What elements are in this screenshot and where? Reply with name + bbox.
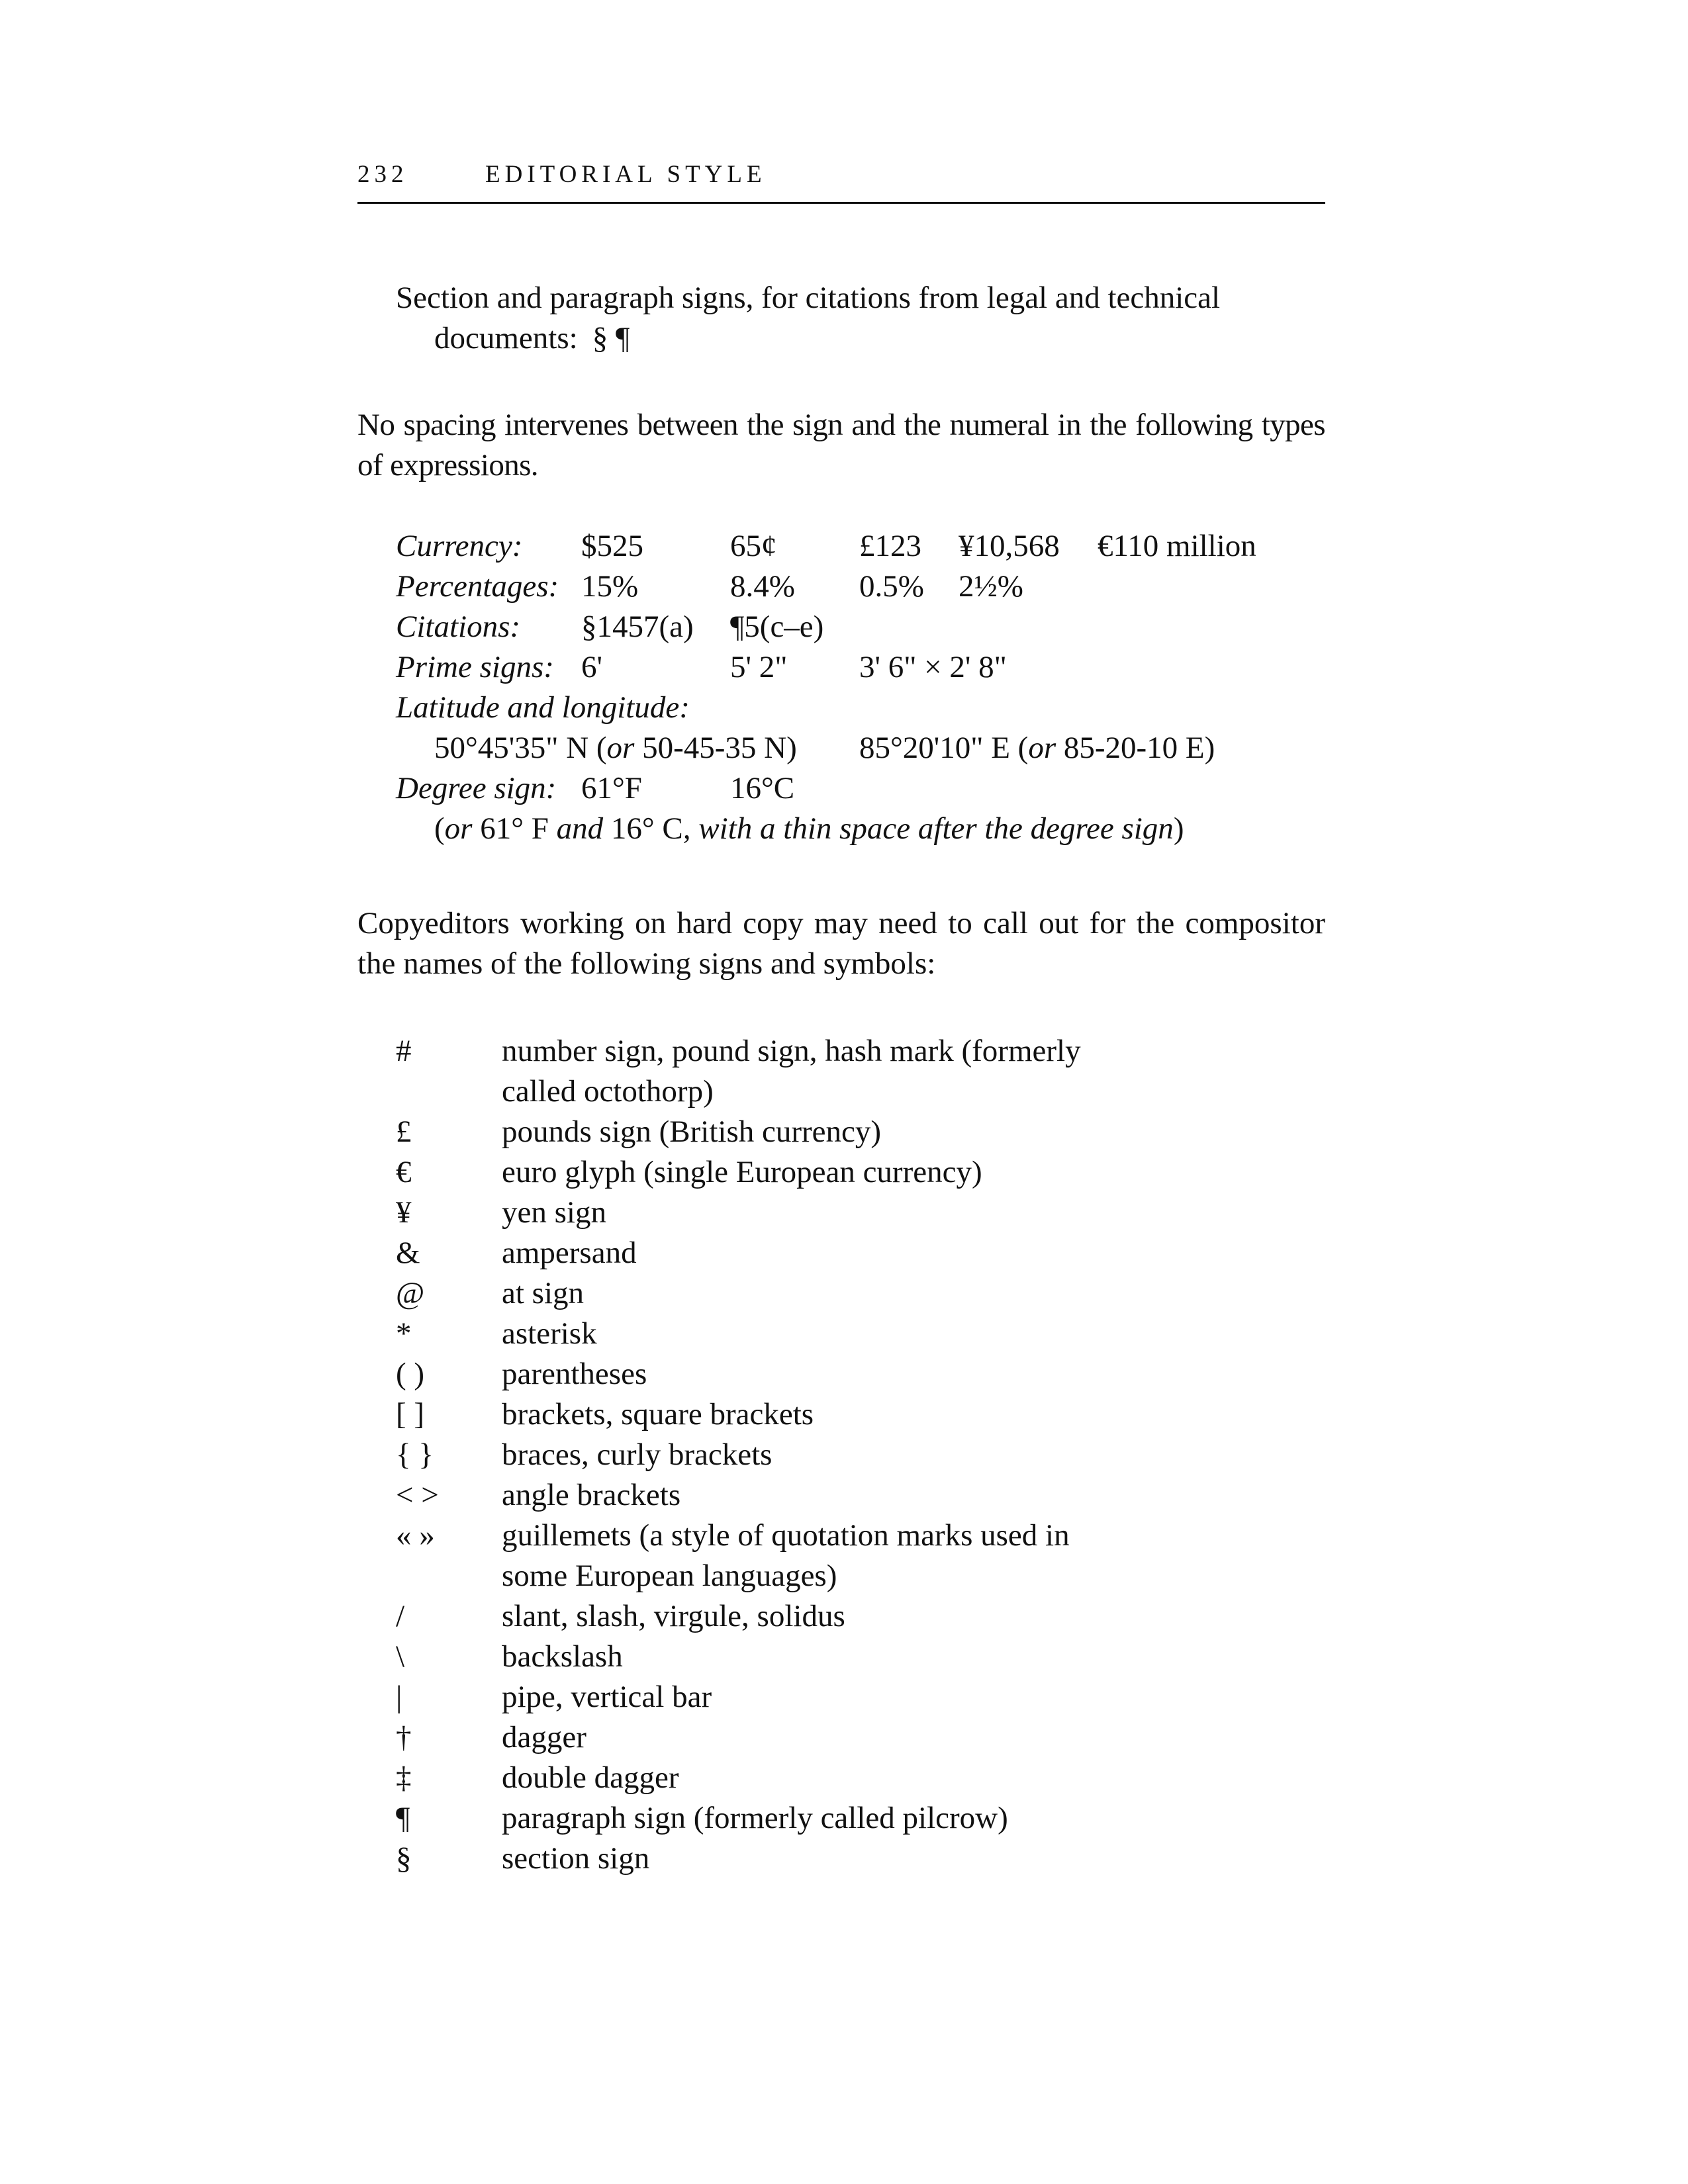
longitude-example — [859, 728, 1215, 768]
note-paren: ) — [1173, 811, 1184, 846]
symbol-description: backslash — [502, 1639, 623, 1674]
section-paragraph-signs-text — [396, 278, 1325, 359]
symbol-description: double dagger — [502, 1760, 679, 1795]
symbol-glyph: « » — [396, 1518, 435, 1553]
longitude-or: or — [1028, 731, 1056, 765]
symbol-glyph: ¶ — [396, 1801, 410, 1835]
copyeditors-paragraph: Copyeditors working on hard copy may need to call out for the compositor the names of the following signs and symbols: — [357, 906, 1325, 981]
page-number: 232 — [357, 161, 408, 188]
symbol-list-item — [396, 1112, 1325, 1152]
symbol-list-item — [396, 1233, 1325, 1273]
symbol-list-item — [396, 1717, 1325, 1758]
symbol-description: dagger — [502, 1720, 586, 1754]
symbol-list-item — [396, 1637, 1325, 1677]
prime-signs-row — [396, 647, 1325, 688]
currency-value: $525 — [581, 529, 643, 563]
symbol-glyph: € — [396, 1155, 412, 1189]
symbol-list-item — [396, 1516, 1325, 1596]
running-title: EDITORIAL STYLE — [485, 161, 767, 188]
note-value: 16° C — [603, 811, 683, 846]
latitude-or: or — [606, 731, 635, 765]
spacing-paragraph: No spacing intervenes between the sign and the numeral in the following types of expressions. — [357, 408, 1325, 482]
currency-value: ¥10,568 — [959, 529, 1060, 563]
symbol-list-item — [396, 1394, 1325, 1435]
symbol-description: slant, slash, virgule, solidus — [502, 1599, 845, 1633]
symbol-list-item — [396, 1839, 1325, 1879]
latlong-label: Latitude and longitude: — [396, 690, 690, 725]
degree-label: Degree sign: — [396, 771, 557, 805]
para1-line1: Section and paragraph signs, for citations from legal and technical — [396, 281, 1221, 315]
prime-value: 6' — [581, 650, 602, 684]
symbol-glyph: † — [396, 1720, 412, 1754]
longitude-alt: 85-20-10 E) — [1056, 731, 1215, 765]
symbol-description: euro glyph (single European currency) — [502, 1155, 982, 1189]
para1-documents-label: documents: — [434, 321, 578, 355]
symbol-description: ampersand — [502, 1236, 637, 1270]
prime-value: 3' 6" × 2' 8" — [859, 650, 1007, 684]
symbol-list-item — [396, 1273, 1325, 1314]
symbol-glyph: ¥ — [396, 1195, 412, 1230]
percentage-value: 8.4% — [730, 569, 795, 604]
prime-value: 5' 2" — [730, 650, 788, 684]
percentages-row — [396, 567, 1325, 607]
latitude-example — [434, 728, 797, 768]
symbol-description: pounds sign (British currency) — [502, 1115, 882, 1149]
symbol-glyph: @ — [396, 1276, 425, 1310]
symbol-list-item — [396, 1193, 1325, 1233]
symbol-list-item — [396, 1435, 1325, 1475]
symbol-list-item — [396, 1475, 1325, 1516]
citation-value: §1457(a) — [581, 610, 694, 644]
symbol-glyph: * — [396, 1316, 412, 1351]
symbol-glyph: / — [396, 1599, 405, 1633]
symbol-description: brackets, square brackets — [502, 1397, 814, 1432]
degree-row — [396, 768, 1325, 809]
symbol-glyph: # — [396, 1034, 412, 1068]
degree-value: 16°C — [730, 771, 795, 805]
degree-note-row — [396, 809, 1325, 849]
symbol-description: braces, curly brackets — [502, 1437, 773, 1472]
symbol-list-item — [396, 1596, 1325, 1637]
note-paren: ( — [434, 811, 445, 846]
latlong-values-row — [396, 728, 1325, 768]
symbol-description: section sign — [502, 1841, 650, 1876]
symbol-list-item — [396, 1031, 1325, 1112]
currency-value: £123 — [859, 529, 921, 563]
currency-row — [396, 526, 1325, 567]
symbol-description: number sign, pound sign, hash mark (formerly called octothorp) — [502, 1034, 1081, 1109]
header-rule — [357, 202, 1325, 204]
para1-line2 — [396, 318, 1325, 359]
symbol-description: pipe, vertical bar — [502, 1680, 712, 1714]
note-explanation: , with a thin space after the degree sign — [682, 811, 1174, 846]
symbol-glyph: § — [396, 1841, 412, 1876]
symbol-description: yen sign — [502, 1195, 606, 1230]
percentage-value: 2½% — [959, 569, 1023, 604]
latitude-main: 50°45'35" N ( — [434, 731, 607, 765]
symbol-description: parentheses — [502, 1357, 647, 1391]
latitude-alt: 50-45-35 N) — [634, 731, 797, 765]
symbol-list-item — [396, 1798, 1325, 1839]
symbol-list-item — [396, 1152, 1325, 1193]
symbol-glyph: { } — [396, 1437, 434, 1472]
note-or: or — [444, 811, 473, 846]
symbol-description: angle brackets — [502, 1478, 681, 1512]
longitude-main: 85°20'10" E ( — [859, 731, 1029, 765]
symbol-list-item — [396, 1677, 1325, 1717]
latlong-label-row — [396, 688, 1325, 728]
examples-table — [396, 526, 1325, 849]
symbol-list — [396, 1031, 1325, 1879]
symbol-glyph: £ — [396, 1115, 412, 1149]
currency-value: 65¢ — [730, 529, 777, 563]
currency-label: Currency: — [396, 529, 523, 563]
symbol-description: guillemets (a style of quotation marks used in some European languages) — [502, 1518, 1070, 1593]
symbol-description: asterisk — [502, 1316, 597, 1351]
symbol-description: paragraph sign (formerly called pilcrow) — [502, 1801, 1008, 1835]
symbol-glyph: ( ) — [396, 1357, 425, 1391]
para1-signs: § ¶ — [592, 321, 630, 355]
symbol-list-item — [396, 1314, 1325, 1354]
symbol-glyph: \ — [396, 1639, 405, 1674]
symbol-description: at sign — [502, 1276, 585, 1310]
symbol-list-item — [396, 1354, 1325, 1394]
citation-value: ¶5(c–e) — [730, 610, 824, 644]
note-value: 61° F — [472, 811, 557, 846]
citations-label: Citations: — [396, 610, 521, 644]
symbol-list-item — [396, 1758, 1325, 1798]
currency-value: €110 million — [1098, 529, 1256, 563]
symbol-glyph: & — [396, 1236, 420, 1270]
degree-note — [434, 809, 1184, 849]
prime-signs-label: Prime signs: — [396, 650, 554, 684]
percentages-label: Percentages: — [396, 569, 559, 604]
symbol-glyph: [ ] — [396, 1397, 425, 1432]
percentage-value: 0.5% — [859, 569, 924, 604]
note-and: and — [556, 811, 604, 846]
symbol-glyph: | — [396, 1680, 402, 1714]
percentage-value: 15% — [581, 569, 639, 604]
symbol-glyph: ‡ — [396, 1760, 412, 1795]
symbol-glyph: < > — [396, 1478, 439, 1512]
degree-value: 61°F — [581, 771, 642, 805]
citations-row — [396, 607, 1325, 647]
